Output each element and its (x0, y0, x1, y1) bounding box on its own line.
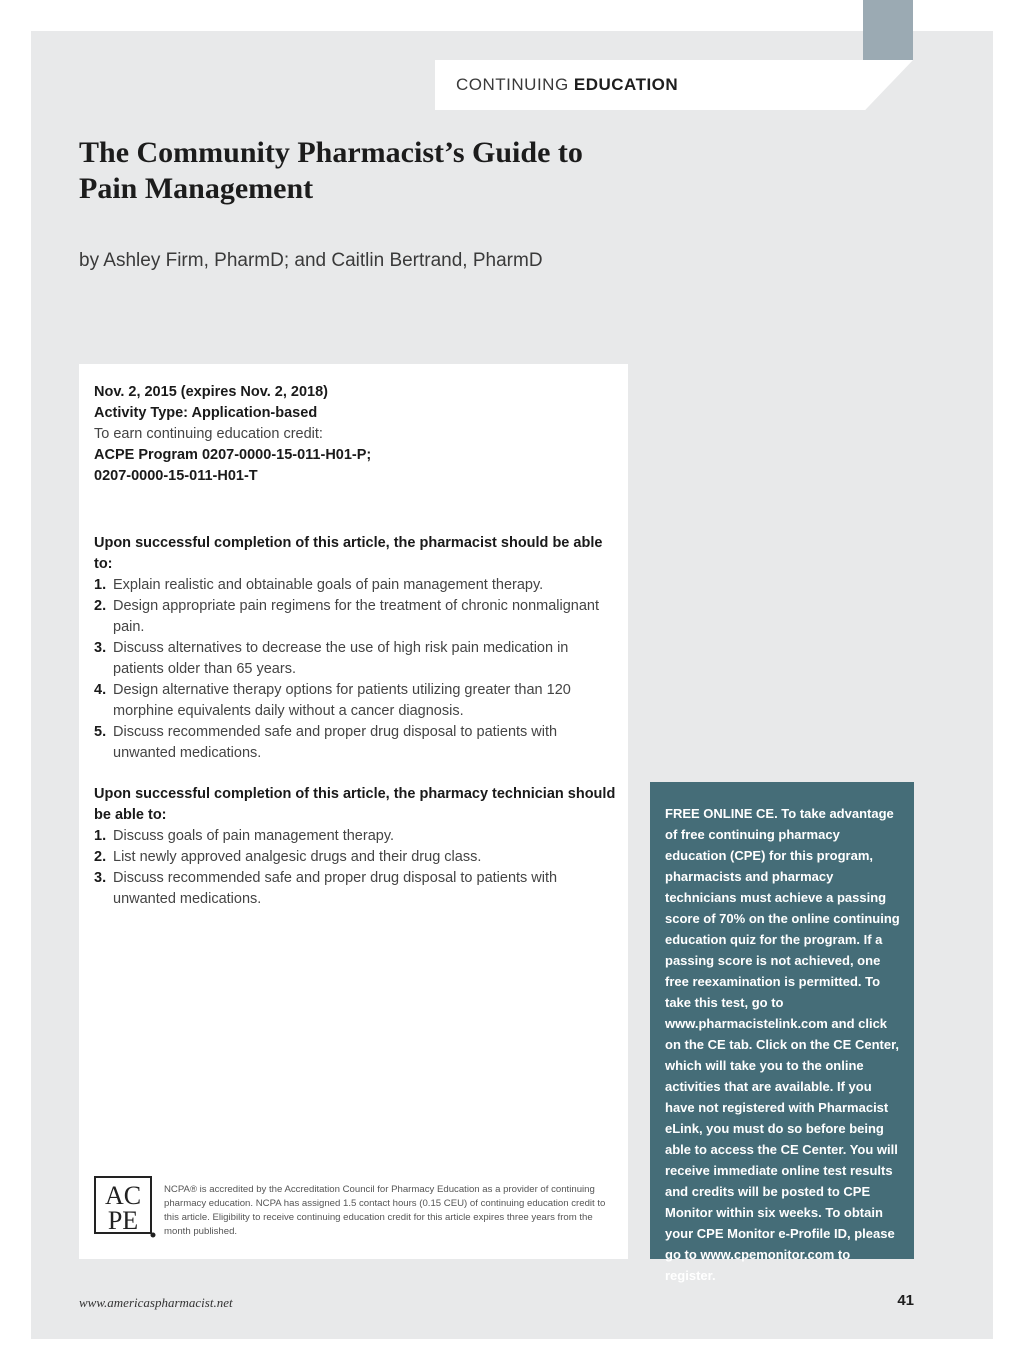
article-title: The Community Pharmacist’s Guide to Pain Management (79, 136, 583, 205)
ce-date: Nov. 2, 2015 (expires Nov. 2, 2018) (94, 384, 329, 400)
list-item-number: 4. (94, 682, 107, 698)
pharmacist-objectives (94, 533, 619, 764)
list-item (94, 847, 619, 868)
list-item-number: 1. (94, 577, 107, 593)
free-ce-text: FREE ONLINE CE. To take advantage of free continuing pharmacy education (CPE) for this program, pharmacists and pharmacy technicians must achieve a passing score of 70% on the online continuing education quiz for the program. If a passing score is not achieved, one free reexamination is permitted. To take this test, go to www.pharmacistelink.com and click on the CE tab. Click on the CE Center, which will take you to the online activities that are available. If you have not registered with Pharmacist eLink, you must do so before being able to access the CE Center. You will receive immediate online test results and credits will be posted to CPE Monitor within six weeks. To obtain your CPE Monitor e-Profile ID, please go to www.cpemonitor.com to register. (665, 806, 900, 1283)
activity-type: Activity Type: Application-based (94, 405, 318, 421)
list-item-number: 2. (94, 598, 107, 614)
list-item-text: Discuss goals of pain management therapy. (113, 828, 395, 844)
accreditation-statement: NCPA® is accredited by the Accreditation Council for Pharmacy Education as a provider of continuing pharmacy education. NCPA has assigned 1.5 contact hours (0.15 CEU) of continuing education credit to this article. Eligibility to receive continuing education credit for this article expires three years from the month published. (164, 1184, 606, 1237)
section-header (456, 75, 678, 95)
list-item-number: 3. (94, 640, 107, 656)
section-header-bold: EDUCATION (573, 75, 679, 94)
list-item-text: Design alternative therapy options for patients utilizing greater than 120 morphine equivalents daily without a cancer diagnosis. (113, 682, 571, 719)
list-item (94, 638, 619, 680)
list-item (94, 868, 619, 910)
article-authors: by Ashley Firm, PharmD; and Caitlin Bertrand, PharmD (79, 250, 543, 271)
acpe-logo (94, 1176, 156, 1238)
list-item (94, 575, 619, 596)
list-item (94, 680, 619, 722)
svg-text:PE: PE (107, 1206, 139, 1235)
pharmacist-objectives-list (94, 575, 619, 764)
section-header-light: CONTINUING (456, 75, 574, 94)
list-item (94, 596, 619, 638)
technician-objectives (94, 784, 619, 910)
list-item (94, 722, 619, 764)
pharmacist-objectives-heading: Upon successful completion of this article, the pharmacist should be able to: (94, 535, 603, 572)
list-item-text: List newly approved analgesic drugs and their drug class. (113, 849, 482, 865)
list-item-number: 5. (94, 724, 107, 740)
list-item-text: Discuss alternatives to decrease the use of high risk pain medication in patients older than 65 years. (113, 640, 569, 677)
svg-text:AC: AC (104, 1181, 142, 1210)
technician-objectives-list (94, 826, 619, 910)
footer-url[interactable]: www.americaspharmacist.net (79, 1295, 233, 1310)
list-item-number: 2. (94, 849, 107, 865)
list-item (94, 826, 619, 847)
list-item-text: Discuss recommended safe and proper drug disposal to patients with unwanted medications. (113, 870, 558, 907)
info-panel-content (94, 382, 619, 910)
list-item-text: Design appropriate pain regimens for the treatment of chronic nonmalignant pain. (113, 598, 600, 635)
page-number: 41 (897, 1292, 914, 1309)
program-number-1: ACPE Program 0207-0000-15-011-H01-P; (94, 447, 372, 463)
section-tab-marker (863, 0, 913, 60)
earn-credit-label: To earn continuing education credit: (94, 426, 323, 442)
technician-objectives-heading: Upon successful completion of this article, the pharmacy technician should be able to: (94, 786, 616, 823)
list-item-text: Discuss recommended safe and proper drug disposal to patients with unwanted medications. (113, 724, 558, 761)
list-item-number: 3. (94, 870, 107, 886)
list-item-number: 1. (94, 828, 107, 844)
program-number-2: 0207-0000-15-011-H01-T (94, 468, 258, 484)
list-item-text: Explain realistic and obtainable goals of pain management therapy. (113, 577, 544, 593)
